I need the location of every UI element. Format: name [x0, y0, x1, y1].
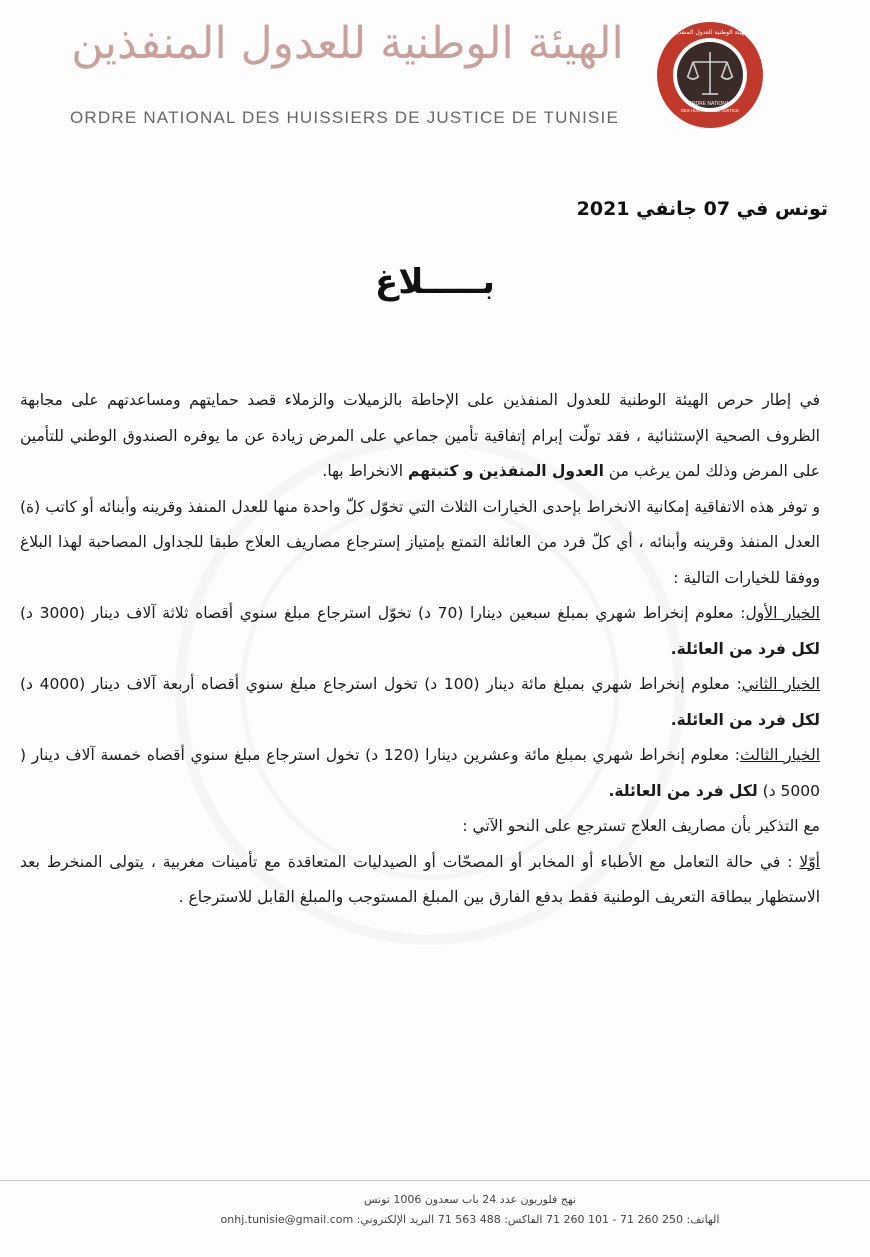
- paragraph-options-intro: و توفر هذه الاتفاقية إمكانية الانخراط بإحدى الخيارات الثلاث التي تخوّل كلّ واحدة منها للعدل المنفذ وقرينه وأبنائه أو كاتب (ة) العدل المنفذ وقرينه وأبنائه ، أي كلّ فرد من العائلة التمتع بإمتياز إسترجاع مصاريف العلاج طبقا للجداول المصاحبة لهذا البلاغ ووفقا للخيارات التالية :: [20, 497, 820, 587]
- footer-address: نهج فلوريون عدد 24 باب سعدون 1006 تونس: [364, 1193, 576, 1206]
- footer-divider: [0, 1180, 870, 1181]
- document-title: بـــــلاغ: [375, 262, 495, 302]
- svg-text:الهيئة الوطنية للعدول المنفذين: الهيئة الوطنية للعدول المنفذين: [672, 29, 748, 36]
- org-name-arabic: الهيئة الوطنية للعدول المنفذين: [71, 18, 624, 69]
- document-body: [20, 383, 820, 916]
- org-seal-logo: [655, 20, 765, 130]
- svg-text:DES HUISSIERS DE JUSTICE: DES HUISSIERS DE JUSTICE: [681, 108, 739, 113]
- option-3: الخيار الثالث: معلوم إنخراط شهري بمبلغ مائة وعشرين دينارا (120 د) تخول استرجاع مبلغ سنوي أقصاه خمسة آلاف دينار ( 5000 د) لكل فرد من العائلة.: [20, 746, 821, 800]
- org-name-latin: ORDRE NATIONAL DES HUISSIERS DE JUSTICE DE TUNISIE: [70, 108, 619, 127]
- letterhead: [0, 0, 870, 145]
- paragraph-reminder: مع التذكير بأن مصاريف العلاج تسترجع على النحو الآتي :: [462, 817, 820, 835]
- footer-contact: الهاتف: 250 260 71 - 101 260 71 الفاكس: 488 563 71 البريد الإلكتروني: onhj.tunisie@gmail.com: [220, 1213, 720, 1226]
- document-date: تونس في 07 جانفي 2021: [576, 198, 828, 220]
- point-first: أوّلا : في حالة التعامل مع الأطباء أو المخابر أو المصحّات أو الصيدليات المتعاقدة مع تأمينات مغربية ، يتولى المنخرط بعد الاستظهار ببطاقة التعريف الوطنية فقط بدفع الفارق بين المبلغ المستوجب والمبلغ القابل للاسترجاع .: [20, 852, 820, 906]
- option-1: الخيار الأول: معلوم إنخراط شهري بمبلغ سبعين دينارا (70 د) تخوّل استرجاع مبلغ سنوي أقصاه ثلاثة آلاف دينار (3000 د) لكل فرد من العائلة.: [20, 604, 820, 658]
- svg-text:ORDRE NATIONAL: ORDRE NATIONAL: [687, 101, 733, 107]
- paragraph-intro: في إطار حرص الهيئة الوطنية للعدول المنفذين على الإحاطة بالزميلات والزملاء قصد حمايتهم ومساعدتهم على مجابهة الظروف الصحية الإستثنائية ، فقد تولّت إبرام إتفاقية تأمين جماعي على المرض زيادة عن ما يوفره الصندوق الوطني للتأمين على المرض وذلك لمن يرغب من العدول المنفذين و كتبتهم الانخراط بها.: [20, 391, 820, 480]
- option-2: الخيار الثاني: معلوم إنخراط شهري بمبلغ مائة دينار (100 د) تخول استرجاع مبلغ سنوي أقصاه أربعة آلاف دينار (4000 د) لكل فرد من العائلة.: [20, 675, 820, 729]
